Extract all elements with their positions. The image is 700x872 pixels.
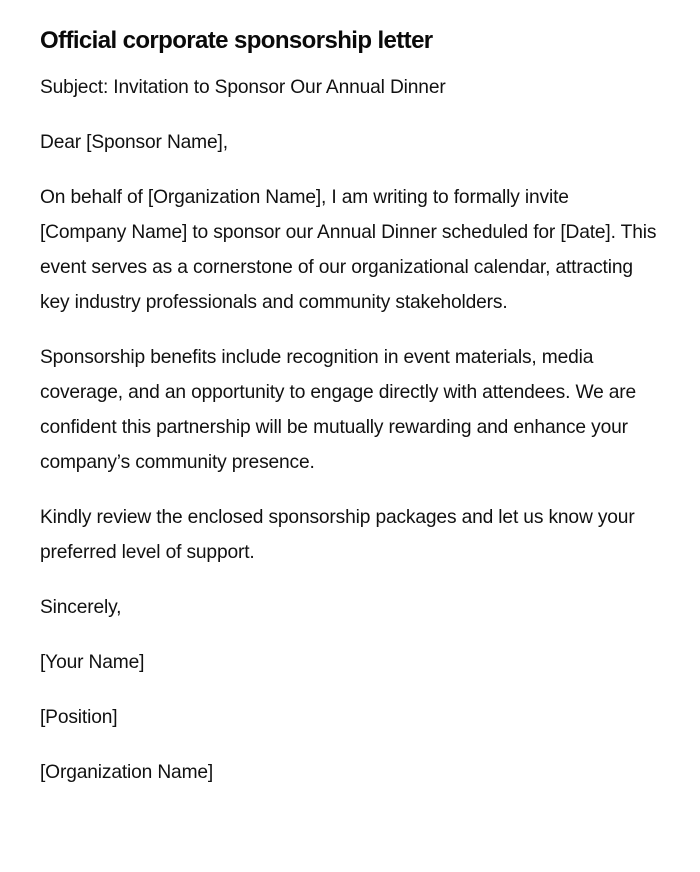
letter-closing: Sincerely, <box>40 597 122 618</box>
signature-name: [Your Name] <box>40 652 145 673</box>
letter-salutation: Dear [Sponsor Name], <box>40 132 228 153</box>
letter-paragraph-request: Kindly review the enclosed sponsorship packages and let us know your preferred level of support. <box>40 507 635 563</box>
signature-organization: [Organization Name] <box>40 762 214 783</box>
letter-paragraph-benefits: Sponsorship benefits include recognition in event materials, media coverage, and an opportunity to engage directly with attendees. We are confident this partnership will be mutually rewarding and enhance your company’s community presence. <box>40 347 637 473</box>
letter-subject: Subject: Invitation to Sponsor Our Annual Dinner <box>40 77 446 98</box>
signature-position: [Position] <box>40 707 118 728</box>
letter-title: Official corporate sponsorship letter <box>40 27 433 54</box>
letter-paragraph-invitation: On behalf of [Organization Name], I am writing to formally invite [Company Name] to sponsor our Annual Dinner scheduled for [Date]. This event serves as a cornerstone of our organizational calendar, attracting key industry professionals and community stakeholders. <box>40 187 657 313</box>
